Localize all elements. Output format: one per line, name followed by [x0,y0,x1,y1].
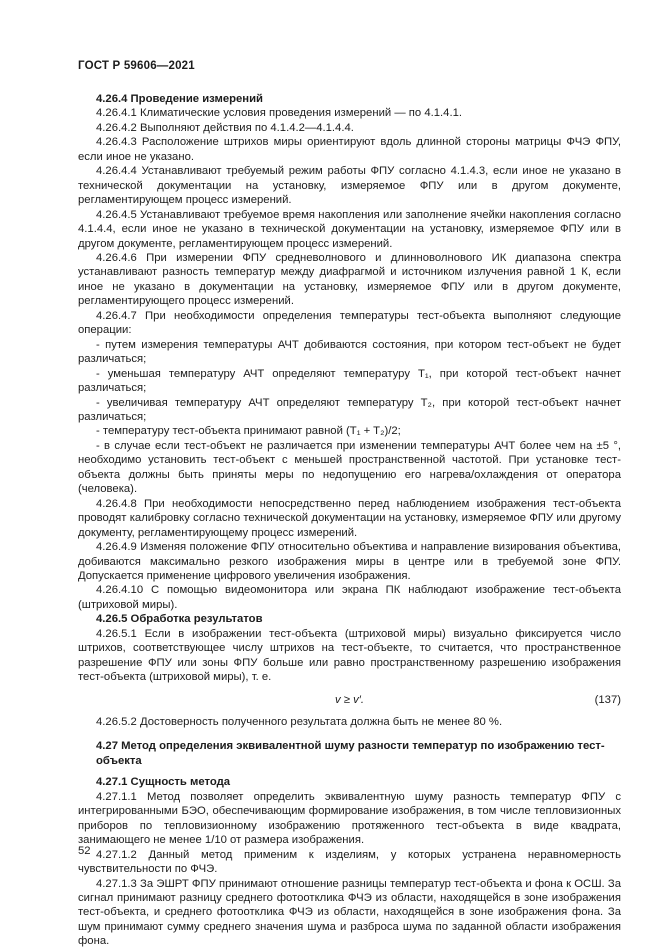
paragraph: 4.26.4.8 При необходимости непосредственно перед наблюдением изображения тест-объекта проводят калибровку согласно технической документации на установку, измеряемое ФПУ или другому документу, регламентирующему процесс измерений. [78,497,621,539]
paragraph: 4.26.4.9 Изменяя положение ФПУ относительно объектива и направление визирования объектива, добиваются максимально резкого изображения миры в центре или в требуемой зоне ФПУ. Допускается применение цифрового увеличения изображения. [78,541,621,582]
paragraph: 4.27.1.3 За ЭШРТ ФПУ принимают отношение разницы температур тест-объекта и фона к ОСШ. За сигнал принимают разницу среднего фотоотклика ФЧЭ из области, находящейся в зоне изображения тест-объекта, и среднего фотоотклика ФЧЭ из области, находящейся в зоне изображения фона. За шум принимают сумму среднего значения шума и разброса шума по заданной области изображения фона. [78,877,621,948]
paragraph: 4.26.4.4 Устанавливают требуемый режим работы ФПУ согласно 4.1.4.3, если иное не указано в технической документации на установку, измеряемое ФПУ или в другом документе, регламентирующем процесс измерений. [78,165,621,207]
formula-equation-number: (137) [594,693,621,706]
paragraph: 4.26.4.6 При измерении ФПУ средневолнового и длинноволнового ИК диапазона спектра устанавливают разность температур между диафрагмой и источником излучения равной 1 К, если иное не указано в документации на установку, измеряемое ФПУ или в другом документе, регламентирующего процесс измерений. [78,251,621,308]
paragraph: 4.26.4.7 При необходимости определения температуры тест-объекта выполняют следующие операции: [78,309,621,337]
formula-block [78,693,621,707]
document-body [78,92,621,949]
paragraph: 4.26.4.10 С помощью видеомонитора или экрана ПК наблюдают изображение тест-объекта (штриховой миры). [78,584,621,611]
paragraph: 4.26.4.3 Расположение штрихов миры ориентируют вдоль длинной стороны матрицы ФЧЭ ФПУ, если иное не указано. [78,136,621,163]
paragraph: 4.26.4.1 Климатические условия проведения измерений — по 4.1.4.1. [96,107,463,120]
heading: 4.26.4 Проведение измерений [96,93,264,105]
paragraph: 4.26.4.2 Выполняют действия по 4.1.4.2—4.1.4.4. [96,121,354,134]
page-number: 52 [78,845,91,857]
running-header: ГОСТ Р 59606—2021 [78,60,195,72]
formula-text: v ≥ v′. [334,693,365,706]
paragraph: 4.27.1.1 Метод позволяет определить эквивалентную шуму разность температур ФПУ с интегрированными БЭО, обеспечивающим формирование изображения, в том числе тепловизионных приборов по тепловизионному изображению протяженного тест-объекта в виде квадрата, занимающего не менее 1/10 от размера изображения. [78,790,621,847]
section-heading: 4.27 Метод определения эквивалентной шуму разности температур по изображению тест-объекта [96,740,605,767]
paragraph: - температуру тест-объекта принимают равной (T₁ + T₂)/2; [96,425,401,438]
paragraph: - в случае если тест-объект не различается при изменении температуры АЧТ более чем на ±5 °, необходимо установить тест-объект с меньшей пространственной частотой. При установке тест-объекта должны быть приняты меры по недопущению его нагрева/охлаждения от оператора (человека). [78,439,621,496]
paragraph: - уменьшая температуру АЧТ определяют температуру T₁, при которой тест-объект начнет различаться; [78,367,621,395]
paragraph: 4.26.5.1 Если в изображении тест-объекта (штриховой миры) визуально фиксируется число штрихов, соответствующее числу штрихов на тест-объекте, то считается, что пространственное разрешение ФПУ или зоны ФПУ больше или равно пространственному разрешению изображения тест-объекта (штриховой миры), т. е. [78,627,621,684]
paragraph: 4.27.1.2 Данный метод применим к изделиям, у которых устранена неравномерность чувствительности по ФЧЭ. [78,848,621,876]
heading: 4.27.1 Сущность метода [96,776,231,789]
heading: 4.26.5 Обработка результатов [96,613,263,626]
paragraph: 4.26.4.5 Устанавливают требуемое время накопления или заполнение ячейки накопления согласно 4.1.4.4, если иное не указано в технической документации на установку, измеряемое ФПУ или в другом документе, регламентирующем процесс измерений. [78,208,621,250]
paragraph: - увеличивая температуру АЧТ определяют температуру T₂, при которой тест-объект начнет различаться; [78,396,621,423]
paragraph: - путем измерения температуры АЧТ добиваются состояния, при котором тест-объект не будет различаться; [78,338,621,366]
paragraph: 4.26.5.2 Достоверность полученного результата должна быть не менее 80 %. [96,716,503,729]
